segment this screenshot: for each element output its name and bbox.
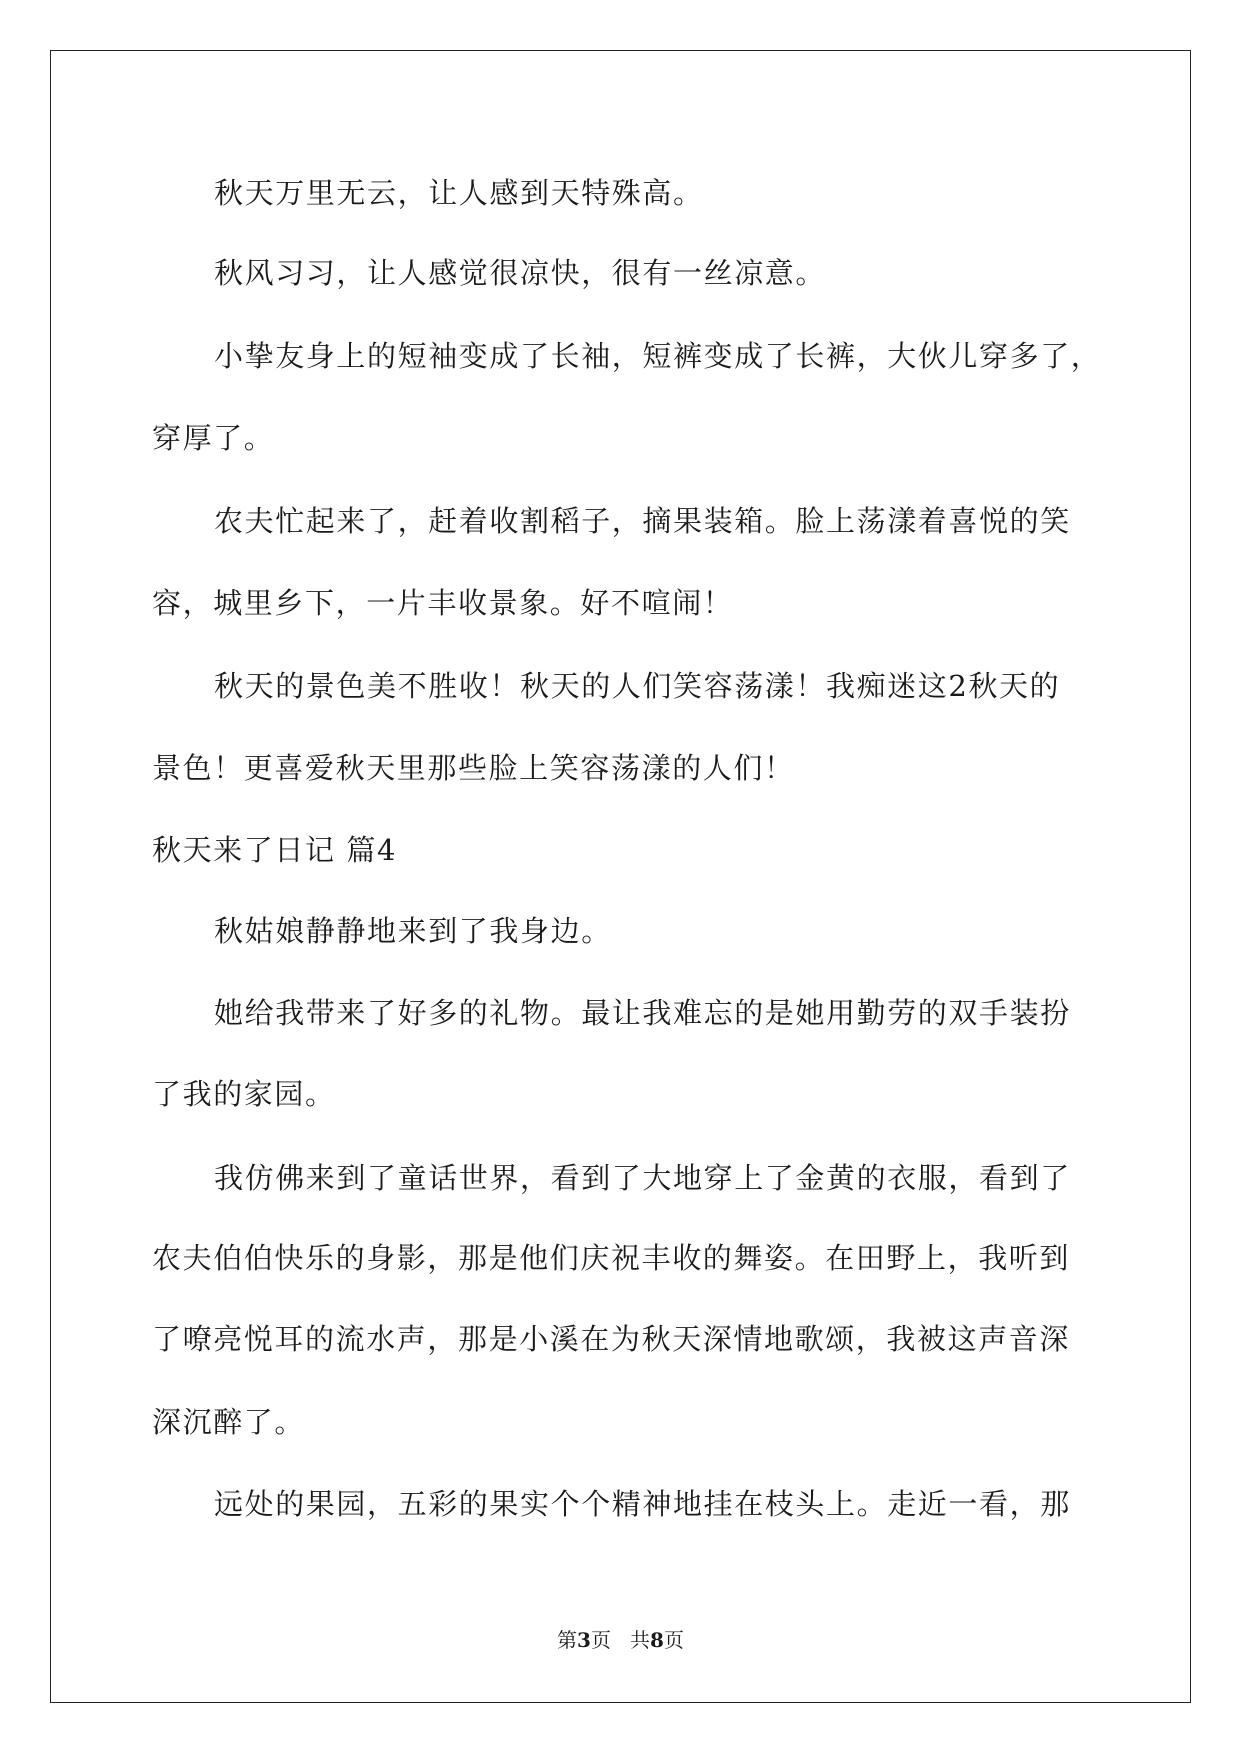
paragraph-line: 穿厚了。	[152, 421, 275, 455]
paragraph-line: 远处的果园，五彩的果实个个精神地挂在枝头上。走近一看，那	[214, 1487, 1071, 1521]
paragraph-line: 小挚友身上的短袖变成了长袖，短裤变成了长裤，大伙儿穿多了，	[214, 339, 1102, 373]
section-heading: 秋天来了日记 篇4	[152, 833, 398, 867]
paragraph-line: 秋姑娘静静地来到了我身边。	[214, 914, 612, 948]
paragraph-line: 农夫伯伯快乐的身影，那是他们庆祝丰收的舞姿。在田野上，我听到	[152, 1241, 1071, 1275]
paragraph-line: 她给我带来了好多的礼物。最让我难忘的是她用勤劳的双手装扮	[214, 996, 1071, 1030]
footer-total-suffix: 页	[663, 1628, 684, 1652]
paragraph-line: 秋风习习，让人感觉很凉快，很有一丝凉意。	[214, 256, 827, 290]
footer-page-suffix: 页	[590, 1628, 611, 1652]
paragraph-line: 景色！更喜爱秋天里那些脸上笑容荡漾的人们！	[152, 751, 795, 785]
paragraph-line: 容，城里乡下，一片丰收景象。好不喧闹！	[152, 586, 734, 620]
paragraph-line: 农夫忙起来了，赶着收割稻子，摘果装箱。脸上荡漾着喜悦的笑	[214, 504, 1071, 538]
paragraph-line: 我仿佛来到了童话世界，看到了大地穿上了金黄的衣服，看到了	[214, 1161, 1071, 1195]
paragraph-line: 了我的家园。	[152, 1077, 336, 1111]
footer-total-prefix: 共	[630, 1628, 651, 1652]
page-border	[50, 50, 1191, 1703]
paragraph-line: 了嘹亮悦耳的流水声，那是小溪在为秋天深情地歌颂，我被这声音深	[152, 1322, 1071, 1356]
footer-page-prefix: 第	[557, 1628, 578, 1652]
paragraph-line: 深沉醉了。	[152, 1405, 306, 1439]
paragraph-line: 秋天的景色美不胜收！秋天的人们笑容荡漾！我痴迷这2秋天的	[214, 669, 1061, 703]
footer-page-number: 3	[577, 1628, 591, 1652]
paragraph-line: 秋天万里无云，让人感到天特殊高。	[214, 176, 704, 210]
footer-total-number: 8	[650, 1628, 664, 1652]
page-footer	[0, 1628, 1241, 1652]
